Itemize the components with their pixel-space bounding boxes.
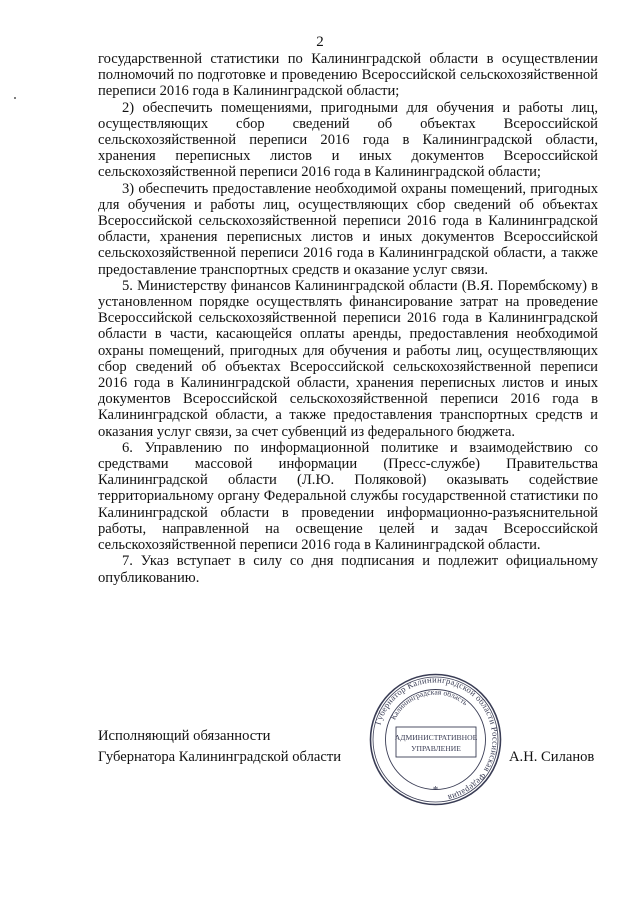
- seal-outer-text: Губернатор Калининградской области Российская Федерация: [372, 674, 501, 804]
- paragraph-item-5: 5. Министерству финансов Калининградской области (В.Я. Порембскому) в установленном порядке осуществлять финансирование затрат на проведение Всероссийской сельскохозяйственной переписи 2016 года в Калининградской области в части, касающейся оплаты аренды, предоставления необходимой охраны помещений, пригодных для обучения и работы лиц, осуществляющих сбор сведений об объектах Всероссийской сельскохозяйственной переписи 2016 года в Калининградской области, хранения переписных листов и иных документов Всероссийской сельскохозяйственной переписи 2016 года в Калининградской области, а также предоставления транспортных средств и оказания услуг связи, за счет субвенций из федерального бюджета.: [98, 277, 598, 440]
- document-body: [98, 51, 598, 586]
- seal-inner-text: Калининградская область: [388, 687, 470, 722]
- signatory-position-line-2: Губернатора Калининградской области: [98, 749, 342, 765]
- scan-speck: [14, 97, 16, 99]
- signatory-position: [98, 726, 341, 768]
- signatory-name: А.Н. Силанов: [509, 749, 595, 765]
- paragraph-item-6: 6. Управлению по информационной политике и взаимодействию со средствами массовой информации (Пресс-службе) Правительства Калининградской области (Л.Ю. Поляковой) оказывать содействие территориальному органу Федеральной службы государственной статистики по Калининградской области в проведении информационно-разъяснительной работы, направленной на освещение целей и задач Всероссийской сельскохозяйственной переписи 2016 года в Калининградской области.: [98, 439, 598, 554]
- paragraph-continuation: государственной статистики по Калининградской области в осуществлении полномочий по подготовке и проведению Всероссийской сельскохозяйственной переписи 2016 года в Калининградской области;: [98, 51, 598, 100]
- paragraph-item-2: 2) обеспечить помещениями, пригодными для обучения и работы лиц, осуществляющих сбор сведений об объектах Всероссийской сельскохозяйственной переписи 2016 года в Калининградской области, хранения переписных листов и иных документов Всероссийской сельскохозяйственной переписи 2016 года в Калининградской области;: [98, 99, 598, 181]
- official-seal-stamp: [368, 672, 503, 807]
- paragraph-item-7: 7. Указ вступает в силу со дня подписания и подлежит официальному опубликованию.: [98, 553, 598, 586]
- signatory-position-line-1: Исполняющий обязанности: [98, 728, 271, 744]
- paragraph-item-3: 3) обеспечить предоставление необходимой охраны помещений, пригодных для обучения и работы лиц, осуществляющих сбор сведений об объектах Всероссийской сельскохозяйственной переписи 2016 года в Калининградской области, хранения переписных листов и иных документов Всероссийской сельскохозяйственной переписи 2016 года в Калининградской области, а также предоставление транспортных средств и оказание услуг связи.: [98, 180, 598, 278]
- seal-center-line-1: АДМИНИСТРАТИВНОЕ: [394, 733, 478, 742]
- seal-star-icon: *: [432, 784, 439, 796]
- page-number: 2: [316, 34, 324, 50]
- seal-center-line-2: УПРАВЛЕНИЕ: [411, 744, 461, 753]
